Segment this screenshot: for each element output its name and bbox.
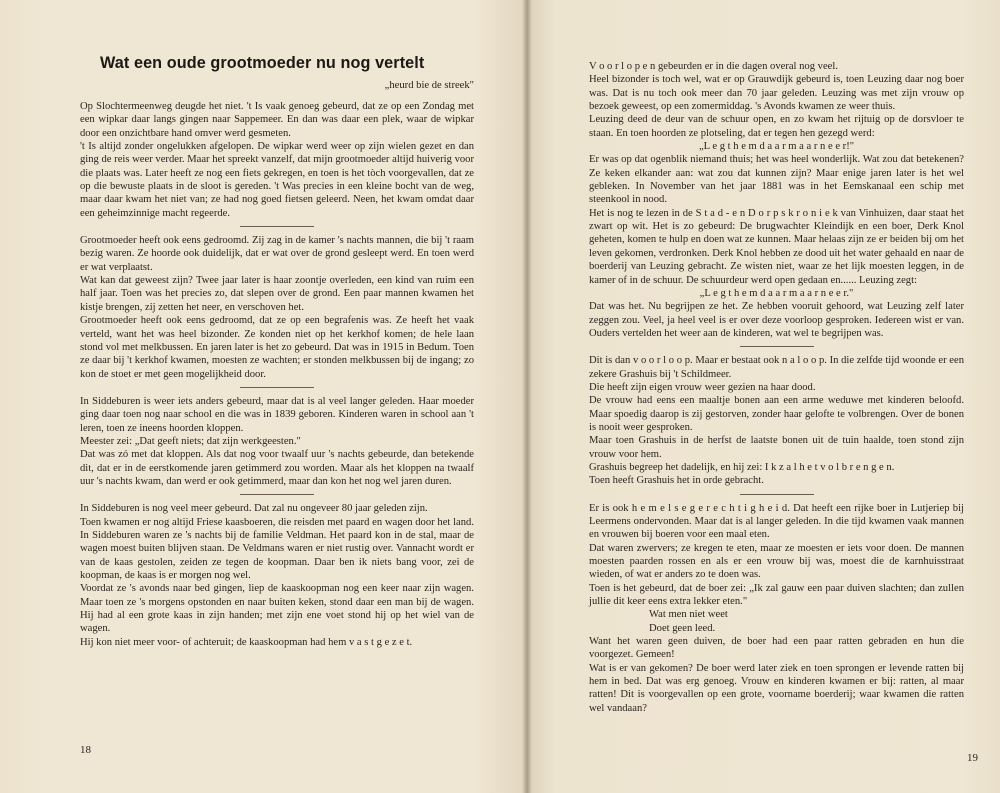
section-divider xyxy=(240,494,314,495)
paragraph: Heel bizonder is toch wel, wat er op Grauwdijk gebeurd is, toen Leuzing daar nog boer was. Dat is nu toch ook meer dan 70 jaar geleden. Leuzing was met zijn vrouw op bezoek geweest, op een zomermiddag. 's Avonds kwamen ze weer thuis. xyxy=(589,74,964,113)
paragraph: 't Is altijd zonder ongelukken afgelopen. De wipkar werd weer op zijn wielen gezet en dan ging de reis weer verder. Maar het spreekt vanzelf, dat mijn grootmoeder altijd huiverig voor die plaats was. Later heeft ze nog een fiets gekregen, en toen is het tòch voorgevallen, dat ze op die bewuste plaats in de sloot is gereden. 't Was precies in een kleine bocht van de weg, maar daar kwam het niet van; ze had nog goed fietsen geleerd. Neen, het kwam omdat daar een geheimzinnige macht regeerde. xyxy=(80,141,474,219)
page-title: Wat een oude grootmoeder nu nog vertelt xyxy=(100,54,425,72)
page-number: 18 xyxy=(80,744,91,756)
section-divider xyxy=(240,387,314,388)
section-divider xyxy=(240,226,314,227)
paragraph: Hij kon niet meer voor- of achteruit; de kaaskoopman had hem v a s t g e z e t. xyxy=(80,636,413,648)
section-3 xyxy=(589,502,964,716)
paragraph: Meester zei: „Dat geeft niets; dat zijn werkgeesten." xyxy=(80,435,301,447)
section-1 xyxy=(80,100,474,220)
paragraph: Die heeft zijn eigen vrouw weer gezien na haar dood. xyxy=(589,381,816,393)
paragraph: Toen heeft Grashuis het in orde gebracht. xyxy=(589,475,764,487)
right-column xyxy=(589,60,964,715)
paragraph: De vrouw had eens een maaltje bonen aan een arme weduwe met kinderen beloofd. Maar spoedig daarop is zij gestorven, zonder haar gelofte te volbrengen. Over de bonen is nooit weer gesproken. xyxy=(589,395,964,433)
paragraph: Grootmoeder heeft ook eens gedroomd. Zij zag in de kamer 's nachts mannen, die bij 't raam bezig waren. Ze hoorde ook duidelijk, dat er wat over de grond gesleept werd. En toen werd er wat verplaatst. xyxy=(80,235,474,273)
paragraph: Voordat ze 's avonds naar bed gingen, liep de kaaskoopman nog een keer naar zijn wagen. Maar toen ze 's morgens opstonden en naar buiten keken, stond daar een man bij de wagen. Hij had al een grote kaas in zijn handen; met zijn ene voet stond hij op het wiel van de wagen. xyxy=(80,583,474,635)
paragraph: Wat kan dat geweest zijn? Twee jaar later is haar zoontje overleden, een kind van ruim een half jaar. Toen was het precies zo, dat slepen over de grond. Een paar mannen kwamen het kistje brengen, zij zetten het neer, en verschoven het. xyxy=(80,275,474,313)
verse-line: Doet geen leed. xyxy=(649,622,716,634)
quote-line: „L e g t h e m d a a r m a a r n e e r!" xyxy=(698,141,855,153)
section-2 xyxy=(80,234,474,381)
paragraph: Toen kwamen er nog altijd Friese kaasboeren, die reisden met paard en wagen door het land. In Siddeburen waren ze 's nachts bij de familie Veldman. Het paard kon in de stal, maar de wagen moest buiten blijven staan. De Veldmans waren er niet rustig over. Vannacht wordt er van de kaas gestolen, zeiden ze tegen de koopman. Daar ben ik niets bang voor, zei de koopman, de kaas is er morgen nog wel. xyxy=(80,516,474,581)
section-1 xyxy=(589,60,964,340)
paragraph: Leuzing deed de deur van de schuur open, en zo kwam het rijtuig op de dorsvloer te staan. En toen hoorden ze plotseling, dat er tegen hen gezegd werd: xyxy=(589,114,964,139)
section-4 xyxy=(80,502,474,649)
paragraph: Want het waren geen duiven, de boer had een paar ratten gebraden en hun die voorgezet. Gemeen! xyxy=(589,636,964,661)
paragraph: In Siddeburen is weer iets anders gebeurd, maar dat is al veel langer geleden. Haar moeder ging daar toen nog naar school en die was in 1839 geboren. Kinderen waren in school aan 't leren, toen ze ineens hoorden kloppen. xyxy=(80,395,474,434)
section-divider xyxy=(740,346,814,347)
paragraph: Wat is er van gekomen? De boer werd later ziek en toen sprongen er levende ratten bij hem in bed. Dat was erg genoeg. Vrouw en kinderen kwamen er bij: ratten, al maar ratten! Dit is voorgevallen op een grote, voorname boerderij; waar kwamen die ratten wel vandaan? xyxy=(589,662,964,714)
quote-line: „L e g t h e m d a a r m a a r n e e r." xyxy=(699,287,854,299)
verse-line: Wat men niet weet xyxy=(649,609,728,621)
page-number: 19 xyxy=(967,752,978,764)
paragraph: Dat was zó met dat kloppen. Als dat nog voor twaalf uur 's nachts gebeurde, dan betekende dit, dat er in de eerstkomende jaren getimmerd zou worden. Maar als het kloppen na twaalf uur 's nachts kwam, dan werd er ook getimmerd, maar dan kon het nog wel jaren duren. xyxy=(80,449,474,487)
paragraph: In Siddeburen is nog veel meer gebeurd. Dat zal nu ongeveer 80 jaar geleden zijn. xyxy=(80,503,428,515)
section-3 xyxy=(80,395,474,488)
paragraph: Toen is het gebeurd, dat de boer zei: „Ik zal gauw een paar duiven slachten; dan zullen jullie dit keer eens extra lekker eten." xyxy=(589,582,964,608)
paragraph: Maar toen Grashuis in de herfst de laatste bonen uit de tuin haalde, toen stond zijn vrouw voor hem. xyxy=(589,435,964,460)
paragraph: Het is nog te lezen in de S t a d - e n D o r p s k r o n i e k van Vinhuizen, daar staat het zwart op wit. Het is zo gebeurd: De brugwachter Kleindijk en een boer, Derk Knol geheten, komen te hulp en doen wat ze kunnen. Maar helaas zijn ze er beiden bij om het leven gekomen, verdronken. Derk Knol hebben ze dood uit het water gehaald en naar de boerderij van Leuzing gebracht. Ze wisten niet, waar ze het lijk moesten leggen, in de kamer of in de schuur. De schuurdeur werd open gedaan en...... Leuzing zegt: xyxy=(589,207,964,286)
paragraph: V o o r l o p e n gebeurden er in die dagen overal nog veel. xyxy=(589,61,838,72)
section-divider xyxy=(740,494,814,495)
paragraph: Op Slochtermeenweg deugde het niet. 't Is vaak genoeg gebeurd, dat ze op een Zondag met een wipkar daar langs gingen naar Sappemeer. En dan was daar een plek, waar de wipkar door een onzichtbare hand omver werd gesmeten. xyxy=(80,101,474,139)
section-2 xyxy=(589,354,964,487)
paragraph: Dat was het. Nu begrijpen ze het. Ze hebben vooruit gehoord, wat Leuzing zelf later zeggen zou. Veel, ja heel veel is er over deze voorloop gesproken. Iedereen wist er van. Ouders vertelden het weer aan de kinderen, wat wel te begrijpen was. xyxy=(589,301,964,339)
paragraph: Dit is dan v o o r l o o p. Maar er bestaat ook n a l o o p. In die zelfde tijd woonde er een zekere Grashuis bij 't Schildmeer. xyxy=(589,355,964,380)
paragraph: Grootmoeder heeft ook eens gedroomd, dat ze op een begrafenis was. Ze heeft het vaak verteld, want het was heel bizonder. Ze konden niet op het kerkhof komen; de hele laan stond vol met melkbussen. En jaren later is het zo gebeurd. Dat was in 1915 in Bedum. Toen ze daar bij 't kerkhof kwamen, moesten ze wachten; er stonden melkbussen bij de ingang; zo kon de stoet er met geen mogelijkheid door. xyxy=(80,315,474,380)
left-column xyxy=(80,100,474,649)
paragraph: Er is ook h e m e l s e g e r e c h t i g h e i d. Dat heeft een rijke boer in Lutjeriep bij Leermens ondervonden. Maar dat is al langer geleden. In die tijd kwamen vaak mannen en vrouwen bij boeren voor een maal eten. xyxy=(589,502,964,541)
book-gutter xyxy=(522,0,532,793)
paragraph: Dat waren zwervers; ze kregen te eten, maar ze moesten er iets voor doen. De mannen moesten paarden rossen en als er een vrouw bij was, moest die de karnhuisstraat wieden, of wat er anders zo te doen was. xyxy=(589,542,964,581)
right-page xyxy=(527,0,1000,793)
subtitle: „heurd bie de streek" xyxy=(384,80,474,91)
paragraph: Grashuis begreep het dadelijk, en hij zei: I k z a l h e t v o l b r e n g e n. xyxy=(589,461,895,473)
paragraph: Er was op dat ogenblik niemand thuis; het was heel wonderlijk. Wat zou dat betekenen? Ze keken elkander aan: wat zou dat kunnen zijn? Maar enige jaren later is het wel gebleken. In November van het jaar 1881 was in het Eemskanaal een schip met steenkool in nood. xyxy=(589,154,964,206)
